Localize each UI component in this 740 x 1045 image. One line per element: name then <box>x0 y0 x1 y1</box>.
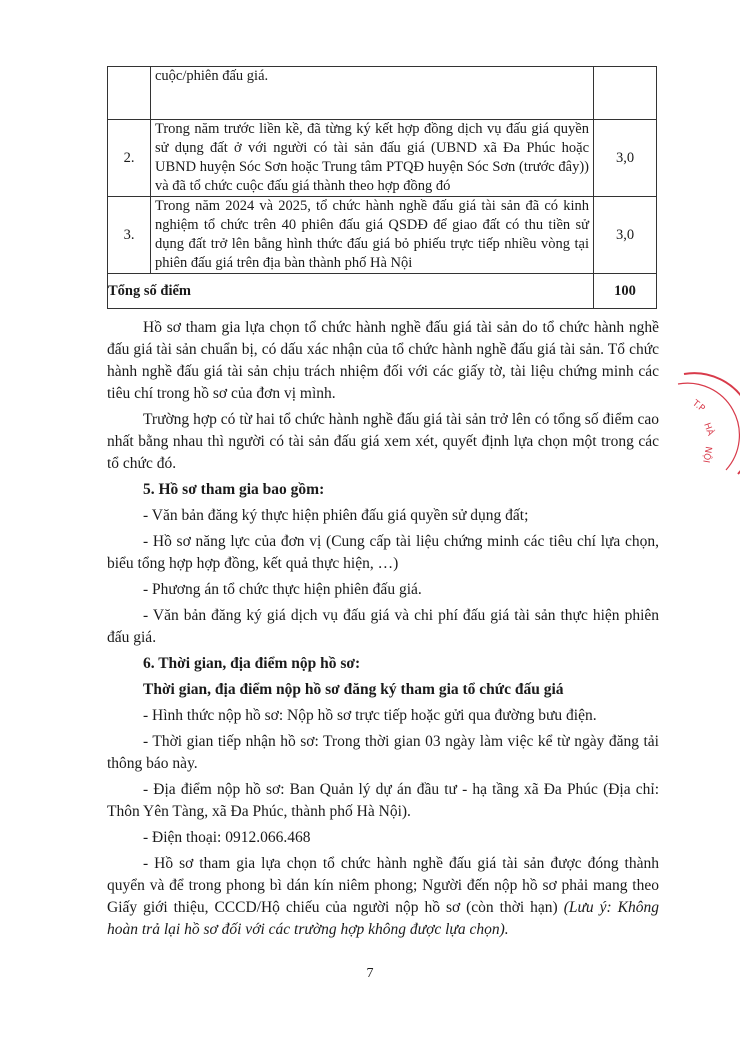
list-item: - Thời gian tiếp nhận hồ sơ: Trong thời gian 03 ngày làm việc kể từ ngày đăng tải thông báo này. <box>107 733 659 772</box>
table-row <box>108 197 657 274</box>
svg-text:T.P: T.P <box>690 398 707 415</box>
red-seal-stamp <box>676 370 740 480</box>
criteria-table <box>107 66 657 309</box>
criterion-text: Trong năm 2024 và 2025, tổ chức hành nghề đấu giá tài sản đã có kinh nghiệm tổ chức trên 40 phiên đấu giá QSDĐ để giao đất có thu tiền sử dụng đất trở lên bằng hình thức đấu giá bỏ phiếu trực tiếp nhiều vòng tại phiên đấu giá trên địa bàn thành phố Hà Nội <box>151 197 594 274</box>
total-row <box>108 274 657 309</box>
list-item: - Điện thoại: 0912.066.468 <box>143 829 311 846</box>
list-item-last <box>107 853 659 941</box>
criterion-text: Trong năm trước liền kề, đã từng ký kết hợp đồng dịch vụ đấu giá quyền sử dụng đất ở với người có tài sản đấu giá (UBND xã Đa Phúc hoặc UBND huyện Sóc Sơn hoặc Trung tâm PTQĐ huyện Sóc Sơn (trước đây)) và đã tổ chức cuộc đấu giá thành theo hợp đồng đó <box>151 120 594 197</box>
section-6-subheading: Thời gian, địa điểm nộp hồ sơ đăng ký tham gia tổ chức đấu giá <box>143 681 564 698</box>
criterion-points: 3,0 <box>594 120 657 197</box>
table-row <box>108 120 657 197</box>
row-number: 2. <box>108 120 151 197</box>
criterion-points <box>594 67 657 120</box>
submission-note: (Lưu ý: Không hoàn trả lại hồ sơ đối với các trường hợp không được lựa chọn). <box>107 899 659 938</box>
list-item: - Văn bản đăng ký thực hiện phiên đấu giá quyền sử dụng đất; <box>143 507 529 524</box>
table-row <box>108 67 657 120</box>
total-label: Tổng số điểm <box>108 274 594 309</box>
svg-text:HÀ: HÀ <box>701 421 716 438</box>
list-item: - Hình thức nộp hồ sơ: Nộp hồ sơ trực tiếp hoặc gửi qua đường bưu điện. <box>143 707 597 724</box>
section-5-heading: 5. Hồ sơ tham gia bao gồm: <box>143 481 325 498</box>
list-item: - Văn bản đăng ký giá dịch vụ đấu giá và chi phí đấu giá tài sản thực hiện phiên đấu giá. <box>107 607 702 646</box>
row-number: 3. <box>108 197 151 274</box>
list-item: - Hồ sơ năng lực của đơn vị (Cung cấp tài liệu chứng minh các tiêu chí lựa chọn, biểu tổng hợp hợp đồng, kết quả thực hiện, …) <box>107 533 659 572</box>
paragraph-tie-rule: Trường hợp có từ hai tổ chức hành nghề đấu giá tài sản trở lên có tổng số điểm cao nhất bằng nhau thì người có tài sản đấu giá xem xét, quyết định lựa chọn một trong các tổ chức đó. <box>107 411 659 472</box>
svg-text:NỘI: NỘI <box>700 445 713 464</box>
paragraph-dossier: Hồ sơ tham gia lựa chọn tổ chức hành nghề đấu giá tài sản do tổ chức hành nghề đấu giá tài sản chuẩn bị, có dấu xác nhận của tổ chức hành nghề đấu giá tài sản. Tổ chức hành nghề đấu giá tài sản chịu trách nhiệm đối với các giấy tờ, tài liệu chứng minh các tiêu chí trong hồ sơ của đơn vị mình. <box>107 319 659 402</box>
criterion-text: cuộc/phiên đấu giá. <box>151 67 594 120</box>
row-number <box>108 67 151 120</box>
page-number: 7 <box>366 966 374 981</box>
total-value: 100 <box>594 274 657 309</box>
criterion-points: 3,0 <box>594 197 657 274</box>
list-item: - Phương án tổ chức thực hiện phiên đấu giá. <box>143 581 422 598</box>
list-item: - Địa điểm nộp hồ sơ: Ban Quản lý dự án đầu tư - hạ tầng xã Đa Phúc (Địa chỉ: Thôn Yên Tàng, xã Đa Phúc, thành phố Hà Nội). <box>107 781 659 820</box>
submission-rule-text: - Hồ sơ tham gia lựa chọn tổ chức hành nghề đấu giá tài sản được đóng thành quyển và để trong phong bì dán kín niêm phong; Người đến nộp hồ sơ phải mang theo Giấy giới thiệu, CCCD/Hộ chiếu của người nộp hồ sơ (còn thời hạn) <box>107 855 659 916</box>
section-6-heading: 6. Thời gian, địa điểm nộp hồ sơ: <box>143 655 361 672</box>
